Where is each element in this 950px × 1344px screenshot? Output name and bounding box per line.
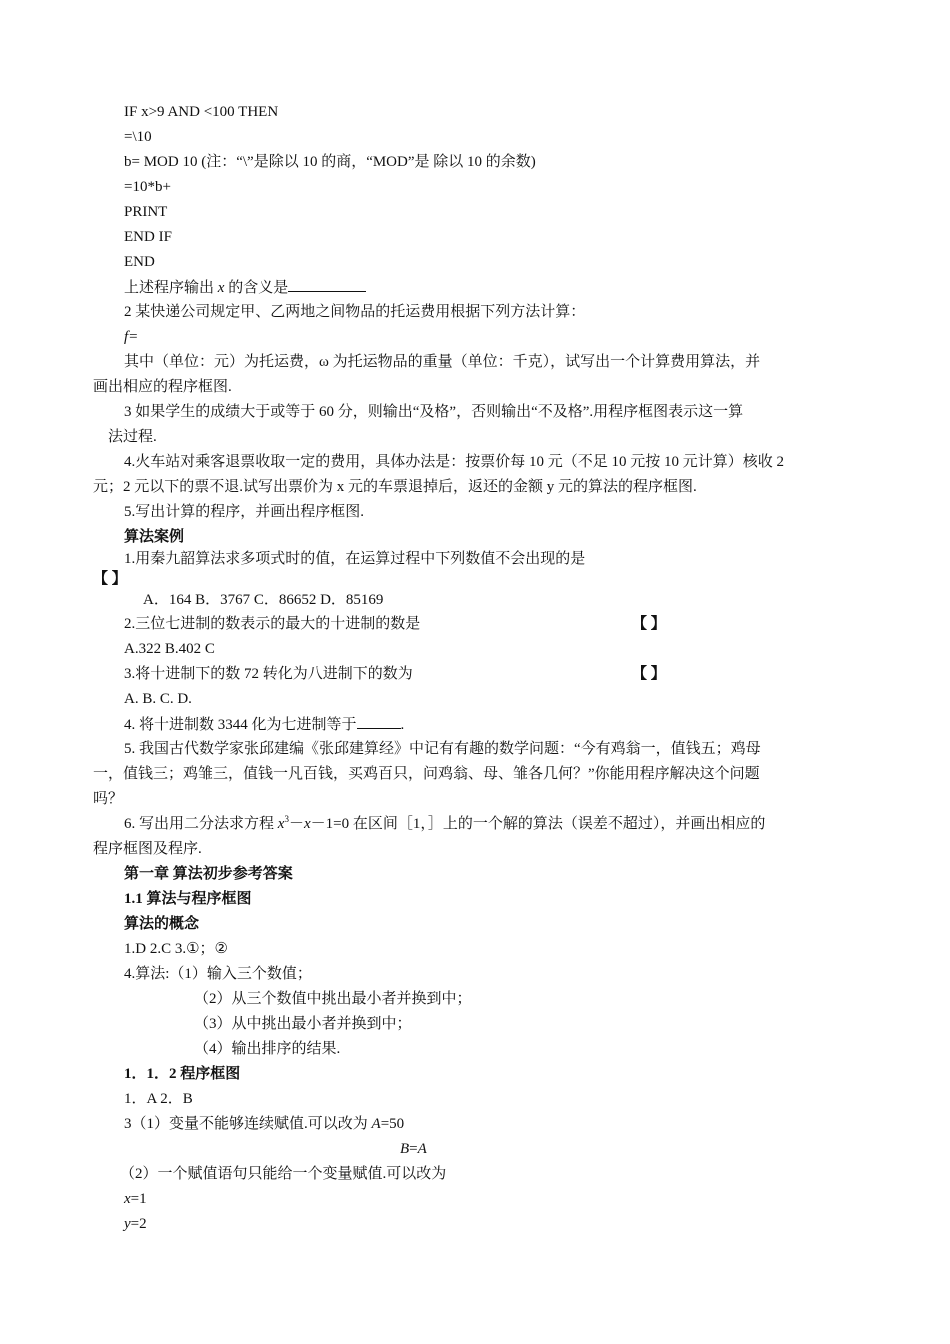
answer-b3-var-a: A [371,1116,381,1132]
program-question-prefix: 上述程序输出 [124,280,218,296]
answers-1-3: 1.D 2.C 3.①；② [124,941,228,957]
exercise-2-formula: f= [124,329,139,345]
case-2-options: A.322 B.402 C [124,641,215,657]
answer-b3-var-x: x [124,1191,131,1207]
case-4-text: 4. 将十进制数 3344 化为七进制等于 [124,717,357,733]
case-1-question: 1.用秦九韶算法求多项式时的值，在运算过程中下列数值不会出现的是 [124,551,586,567]
exercise-4-line1: 4.火车站对乘客退票收取一定的费用，具体办法是：按票价每 10 元（不足 10 元按 10 元计算）核收 2 [124,454,785,470]
program-question-var: x [217,280,225,296]
case-6-line2: 程序框图及程序. [93,841,202,857]
answer-b3-line3: （2）一个赋值语句只能给一个变量赋值.可以改为 [120,1166,447,1182]
program-question-suffix: 的含义是 [224,280,289,296]
answers-chapter-title: 第一章 算法初步参考答案 [124,866,293,882]
case-2-question: 2.三位七进制的数表示的最大的十进制的数是 [124,616,421,632]
case-4-question [124,714,404,735]
answer-4-step-3: （3）从中挑出最小者并换到中； [194,1016,412,1032]
program-line-endif: END IF [124,229,172,245]
answer-b3-value: =50 [380,1116,405,1132]
case-6-var: x [277,816,285,832]
case-3-options: A. B. C. D. [124,691,192,707]
exercise-2-line1: 2 某快递公司规定甲、乙两地之间物品的托运费用根据下列方法计算： [124,304,586,320]
case-5-line2: 一，值钱三；鸡雏三，值钱一凡百钱，买鸡百只，问鸡翁、母、雏各几何？”你能用程序解决这个问题 [93,766,760,782]
answer-4-step-1: 4.算法:（1）输入三个数值； [124,966,312,982]
answer-b3-y-value: =2 [130,1216,147,1232]
case-6-suffix: －1=0 在区间［1，］上的一个解的算法（误差不超过），并画出相应的 [310,816,766,832]
answers-section-title: 1.1 算法与程序框图 [124,891,252,907]
exercise-5: 5.写出计算的程序，并画出程序框图. [124,504,365,520]
answer-b3-line5 [124,1214,147,1234]
program-line-mod: b= MOD 10 (注：“\”是除以 10 的商，“MOD”是 除以 10 的余数) [124,154,536,170]
exercise-3-line1: 3 如果学生的成绩大于或等于 60 分，则输出“及格”，否则输出“不及格”.用程序框图表示这一算 [124,404,744,420]
program-line-div: =\10 [124,129,152,145]
case-6-prefix: 6. 写出用二分法求方程 [124,816,278,832]
answer-b3-var-b: B [400,1141,410,1157]
answer-blank [288,277,366,292]
case-3-question: 3.将十进制下的数 72 转化为八进制下的数为 [124,666,413,682]
case-6-exponent: 3 [284,814,289,824]
exercise-4-line2: 元；2 元以下的票不退.试写出票价为 x 元的车票退掉后，返还的金额 y 元的算法的程序框图. [93,479,697,495]
case-4-end: . [400,717,405,733]
exercise-2-line3: 画出相应的程序框图. [93,379,232,395]
answer-b3-text: 3（1）变量不能够连续赋值.可以改为 [124,1116,372,1132]
answer-b3-var-y: y [124,1216,131,1232]
cases-heading: 算法案例 [124,529,185,545]
answer-b3-line2 [400,1139,427,1159]
answer-b3-line4 [124,1189,147,1209]
program-line-end: END [124,254,155,270]
program-line-if: IF x>9 AND <100 THEN [124,104,279,120]
answer-b3-x-value: =1 [130,1191,147,1207]
answers-b-1-2: 1．A 2．B [124,1091,193,1107]
answers-subsection-2: 1．1．2 程序框图 [124,1066,241,1082]
case-3-bracket: 【 】 [632,666,666,682]
program-question [124,277,366,298]
case-1-bracket: 【 】 [93,571,127,587]
case-1-options: A．164 B．3767 C．86652 D．85169 [143,592,384,608]
case-4-blank [357,714,401,729]
answers-subsection-1: 算法的概念 [124,916,200,932]
case-2-bracket: 【 】 [632,616,666,632]
exercise-2-line2: 其中（单位：元）为托运费，ω 为托运物品的重量（单位：千克），试写出一个计算费用算法，并 [124,354,761,370]
answer-4-step-4: （4）输出排序的结果. [194,1041,341,1057]
case-5-line1: 5. 我国古代数学家张邱建编《张邱建算经》中记有有趣的数学问题：“今有鸡翁一，值钱五；鸡母 [124,741,761,757]
program-line-print: PRINT [124,204,168,220]
case-5-line3: 吗？ [93,791,124,807]
answer-b3-line1 [124,1114,404,1134]
case-6-minus: － [288,816,304,832]
exercise-3-line2: 法过程. [108,429,157,445]
program-line-assign: =10*b+ [124,179,171,195]
case-6-var2: x [303,816,311,832]
case-6-line1 [124,814,765,834]
answer-4-step-2: （2）从三个数值中挑出最小者并换到中； [194,991,472,1007]
answer-b3-var-a2: A [417,1141,427,1157]
answer-b3-eq: = [409,1141,418,1157]
